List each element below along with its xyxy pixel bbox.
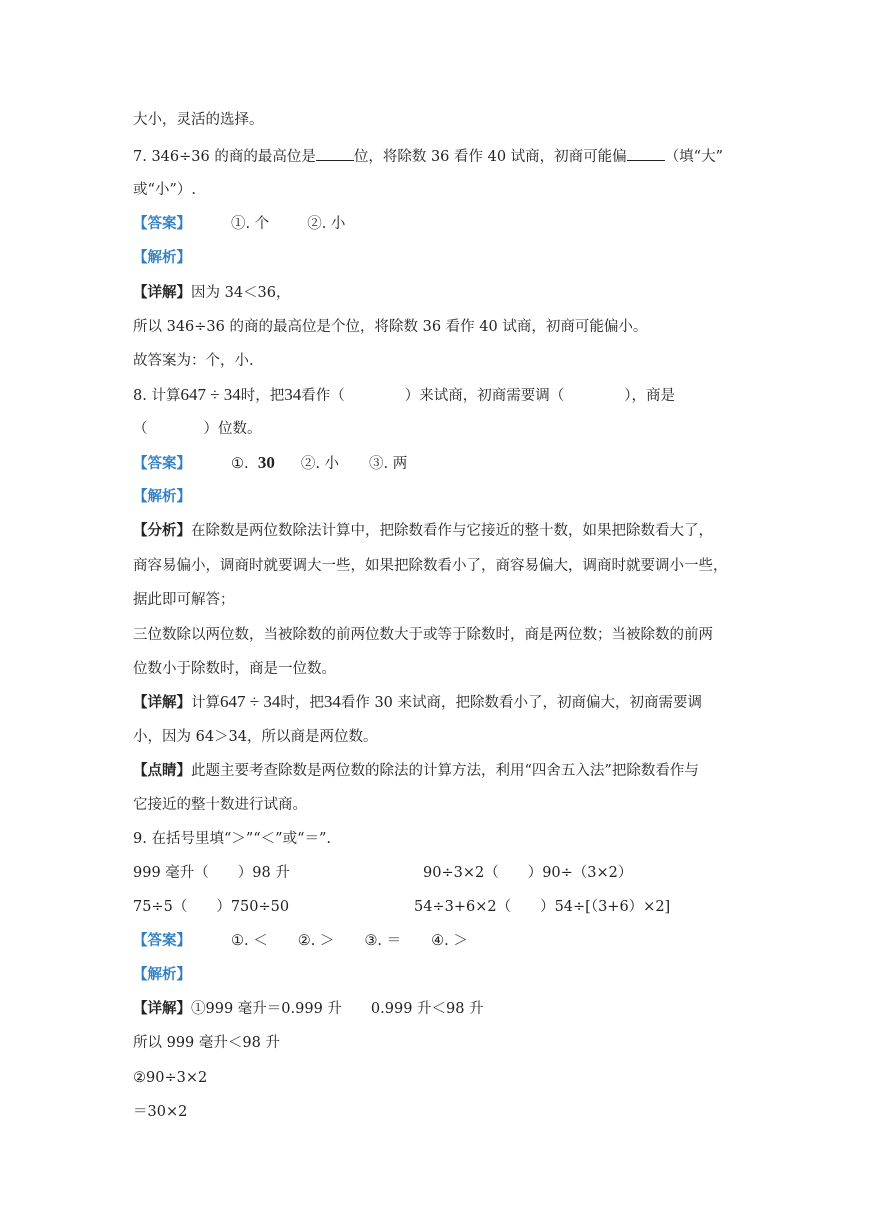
answer-line: 【答案】 ①. 30 ②. 小 ③. 两 (133, 453, 408, 472)
text-line: ②90÷3×2 (133, 1070, 208, 1086)
analysis-tag: 【分析】 (133, 522, 191, 539)
question-7: 7. 346÷36 的商的最高位是 位，将除数 36 看作 40 试商，初商可能偏 （填“大” (133, 146, 723, 167)
key-point-tag: 【点睛】 (133, 762, 191, 779)
text-line: 三位数除以两位数，当被除数的前两位数大于或等于除数时，商是两位数；当被除数的前两 (133, 627, 713, 643)
analysis-line: 【分析】在除数是两位数除法计算中，把除数看作与它接近的整十数，如果把除数看大了， (133, 522, 713, 539)
analysis-tag-line: 【解析】 (133, 249, 191, 266)
answer-blank (627, 146, 665, 161)
analysis-tag-line: 【解析】 (133, 488, 191, 505)
detail-line: 【详解】①999 毫升＝0.999 升 0.999 升＜98 升 (133, 1000, 484, 1017)
text-line: 或“小”）. (133, 182, 196, 198)
text-line: 所以 346÷36 的商的最高位是个位，将除数 36 看作 40 试商，初商可能偏小。 (133, 319, 648, 335)
math-expression: 34 (284, 385, 302, 404)
detail-tag: 【详解】 (133, 1000, 191, 1017)
text-line: 它接近的整十数进行试商。 (133, 797, 307, 813)
detail-line: 【详解】计算647 ÷ 34时，把34看作 30 来试商，把除数看小了，初商偏大，初商需要调 (133, 692, 703, 711)
text-line: 大小，灵活的选择。 (133, 112, 264, 128)
answer-tag: 【答案】 (133, 932, 191, 949)
text-line: ＝30×2 (133, 1104, 188, 1120)
comparison-row: 999 毫升（ ）98 升 (133, 865, 290, 881)
text-line: 商容易偏小，调商时就要调大一些，如果把除数看小了，商容易偏大，调商时就要调小一些， (133, 558, 728, 574)
math-expression: 34 (323, 692, 341, 711)
text-line: 位数小于除数时，商是一位数。 (133, 661, 336, 677)
detail-line: 【详解】因为 34＜36， (133, 284, 291, 301)
text-line: 所以 999 毫升＜98 升 (133, 1035, 280, 1051)
math-expression: 647 ÷ 34 (220, 692, 281, 711)
answer-blank (316, 146, 354, 161)
text-line: 据此即可解答； (133, 592, 235, 608)
answer-tag: 【答案】 (133, 455, 191, 472)
text-line: （ ）位数。 (133, 421, 262, 437)
question-9: 9. 在括号里填“＞”“＜”或“＝”. (133, 831, 332, 847)
analysis-tag-line: 【解析】 (133, 966, 191, 983)
detail-tag: 【详解】 (133, 694, 191, 711)
comparison-item: 54÷3+6×2（ ）54÷[（3+6）×2] (414, 899, 671, 915)
answer-tag: 【答案】 (133, 215, 191, 232)
question-8: 8. 计算647 ÷ 34时，把34看作（ ）来试商，初商需要调（ ），商是 (133, 385, 676, 404)
detail-tag: 【详解】 (133, 284, 191, 301)
math-expression: 647 ÷ 34 (180, 385, 241, 404)
answer-line: 【答案】 ①. ＜ ②. ＞ ③. ＝ ④. ＞ (133, 932, 468, 949)
answer-line: 【答案】 ①. 个 ②. 小 (133, 215, 346, 232)
comparison-item: 90÷3×2（ ）90÷（3×2） (423, 865, 633, 881)
text-line: 小，因为 64＞34，所以商是两位数。 (133, 729, 378, 745)
text-line: 故答案为：个，小. (133, 353, 254, 369)
comparison-row: 75÷5（ ）750÷50 (133, 899, 290, 915)
key-point-line: 【点睛】此题主要考查除数是两位数的除法的计算方法，利用“四舍五入法”把除数看作与 (133, 762, 699, 779)
